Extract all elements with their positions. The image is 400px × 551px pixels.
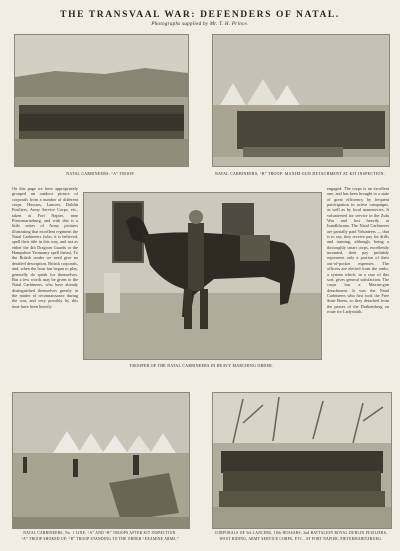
caption-trooper-marching-order: TROOPER OF THE NATAL CARBINEERS IN HEAVY MARCHING ORDER. [129,364,274,368]
caption-maxim-gun-detachment: NATAL CARBINEERS, “B” TROOP: MAXIM-GUN DETACHMENT AT KIT INSPECTION. [215,172,385,176]
photo-maxim-gun-detachment [212,34,390,167]
article-left-column: On this page we have appropriately grouped an outdoor picture of corporals from a number of different corps. Hussars, Lancers, Dublin Fusiliers, Army Service Corps, etc., taken at Fort Napier, near Pietermaritzburg, and with this is a little series of Army pictures illustrating that excellent regiment the Natal Carbineers (who, it is believed, spell their title in this way, and not as either the 4th Dragoon Guards or the Hampshire Yeomanry spell theirs). To the British reader we need give no detailed description. British corporals, and, when the hour has begun to play, generally do speak for themselves. But a few words may be given to the Natal Carbineers, who have already distinguished themselves greatly in the matter of reconnaissance during the war, and very possibly by this time have been heavily [12,186,78,309]
photo-trooper-image [84,193,321,359]
caption-no-1-line-1: NATAL CARBINEERS, No. 1 LINE: “A” AND “B” TROOPS AFTER KIT INSPECTION. [23,531,177,535]
page-title: THE TRANSVAAL WAR: DEFENDERS OF NATAL. [60,10,340,20]
photo-corporals-image [213,393,391,528]
photo-no-1-line [12,392,190,529]
article-right-column: engaged. The corps is an excellent one, and has been brought to a state of great efficiency by frequent participation in active campaigns, as well as by local manoeuvres. It volunteered for service in the Zulu War and lost heavily at Isandhlwana. The Natal Carbineers are partially paid Volunteers — that is to say, they receive pay for drills and training, although, being a thoroughly smart corps, excellently mounted, their pay probably represents only a portion of their out-of-pocket expenses. The officers are elected from the ranks, a system which, in a case of this sort, gives general satisfaction. The corps has a Maxim-gun detachment. It was the Natal Carbineers who first took the Free State Boers, so they detached from the passes of the Drakensberg on route for Ladysmith. [327,186,389,314]
caption-corporals-2: WEST RIDING, ARMY SERVICE CORPS, ETC., AT FORT NAPIER, PIETERMARITZBURG. [219,537,383,541]
photo-maxim-gun-image [213,35,389,166]
photo-no-1-line-image [13,393,189,528]
caption-a-troop: NATAL CARBINEERS: “A” TROOP. [66,172,135,176]
photo-trooper-marching-order [83,192,322,360]
caption-no-1-line-2: “A” TROOP SHOKED UP; “B” TROOP STANDING TO THE ORDER “EXAMINE ARMS.” [21,537,179,541]
photo-a-troop-image [15,35,188,166]
caption-corporals-1: CORPORALS OF 5th LANCERS, 18th HUSSARS, 2nd BATTALION ROYAL DUBLIN FUSILIERS, [214,531,388,535]
photo-a-troop [14,34,189,167]
photo-corporals-fort-napier [212,392,392,529]
photo-credit: Photographs supplied by Mr. T. H. Prince. [151,22,249,27]
